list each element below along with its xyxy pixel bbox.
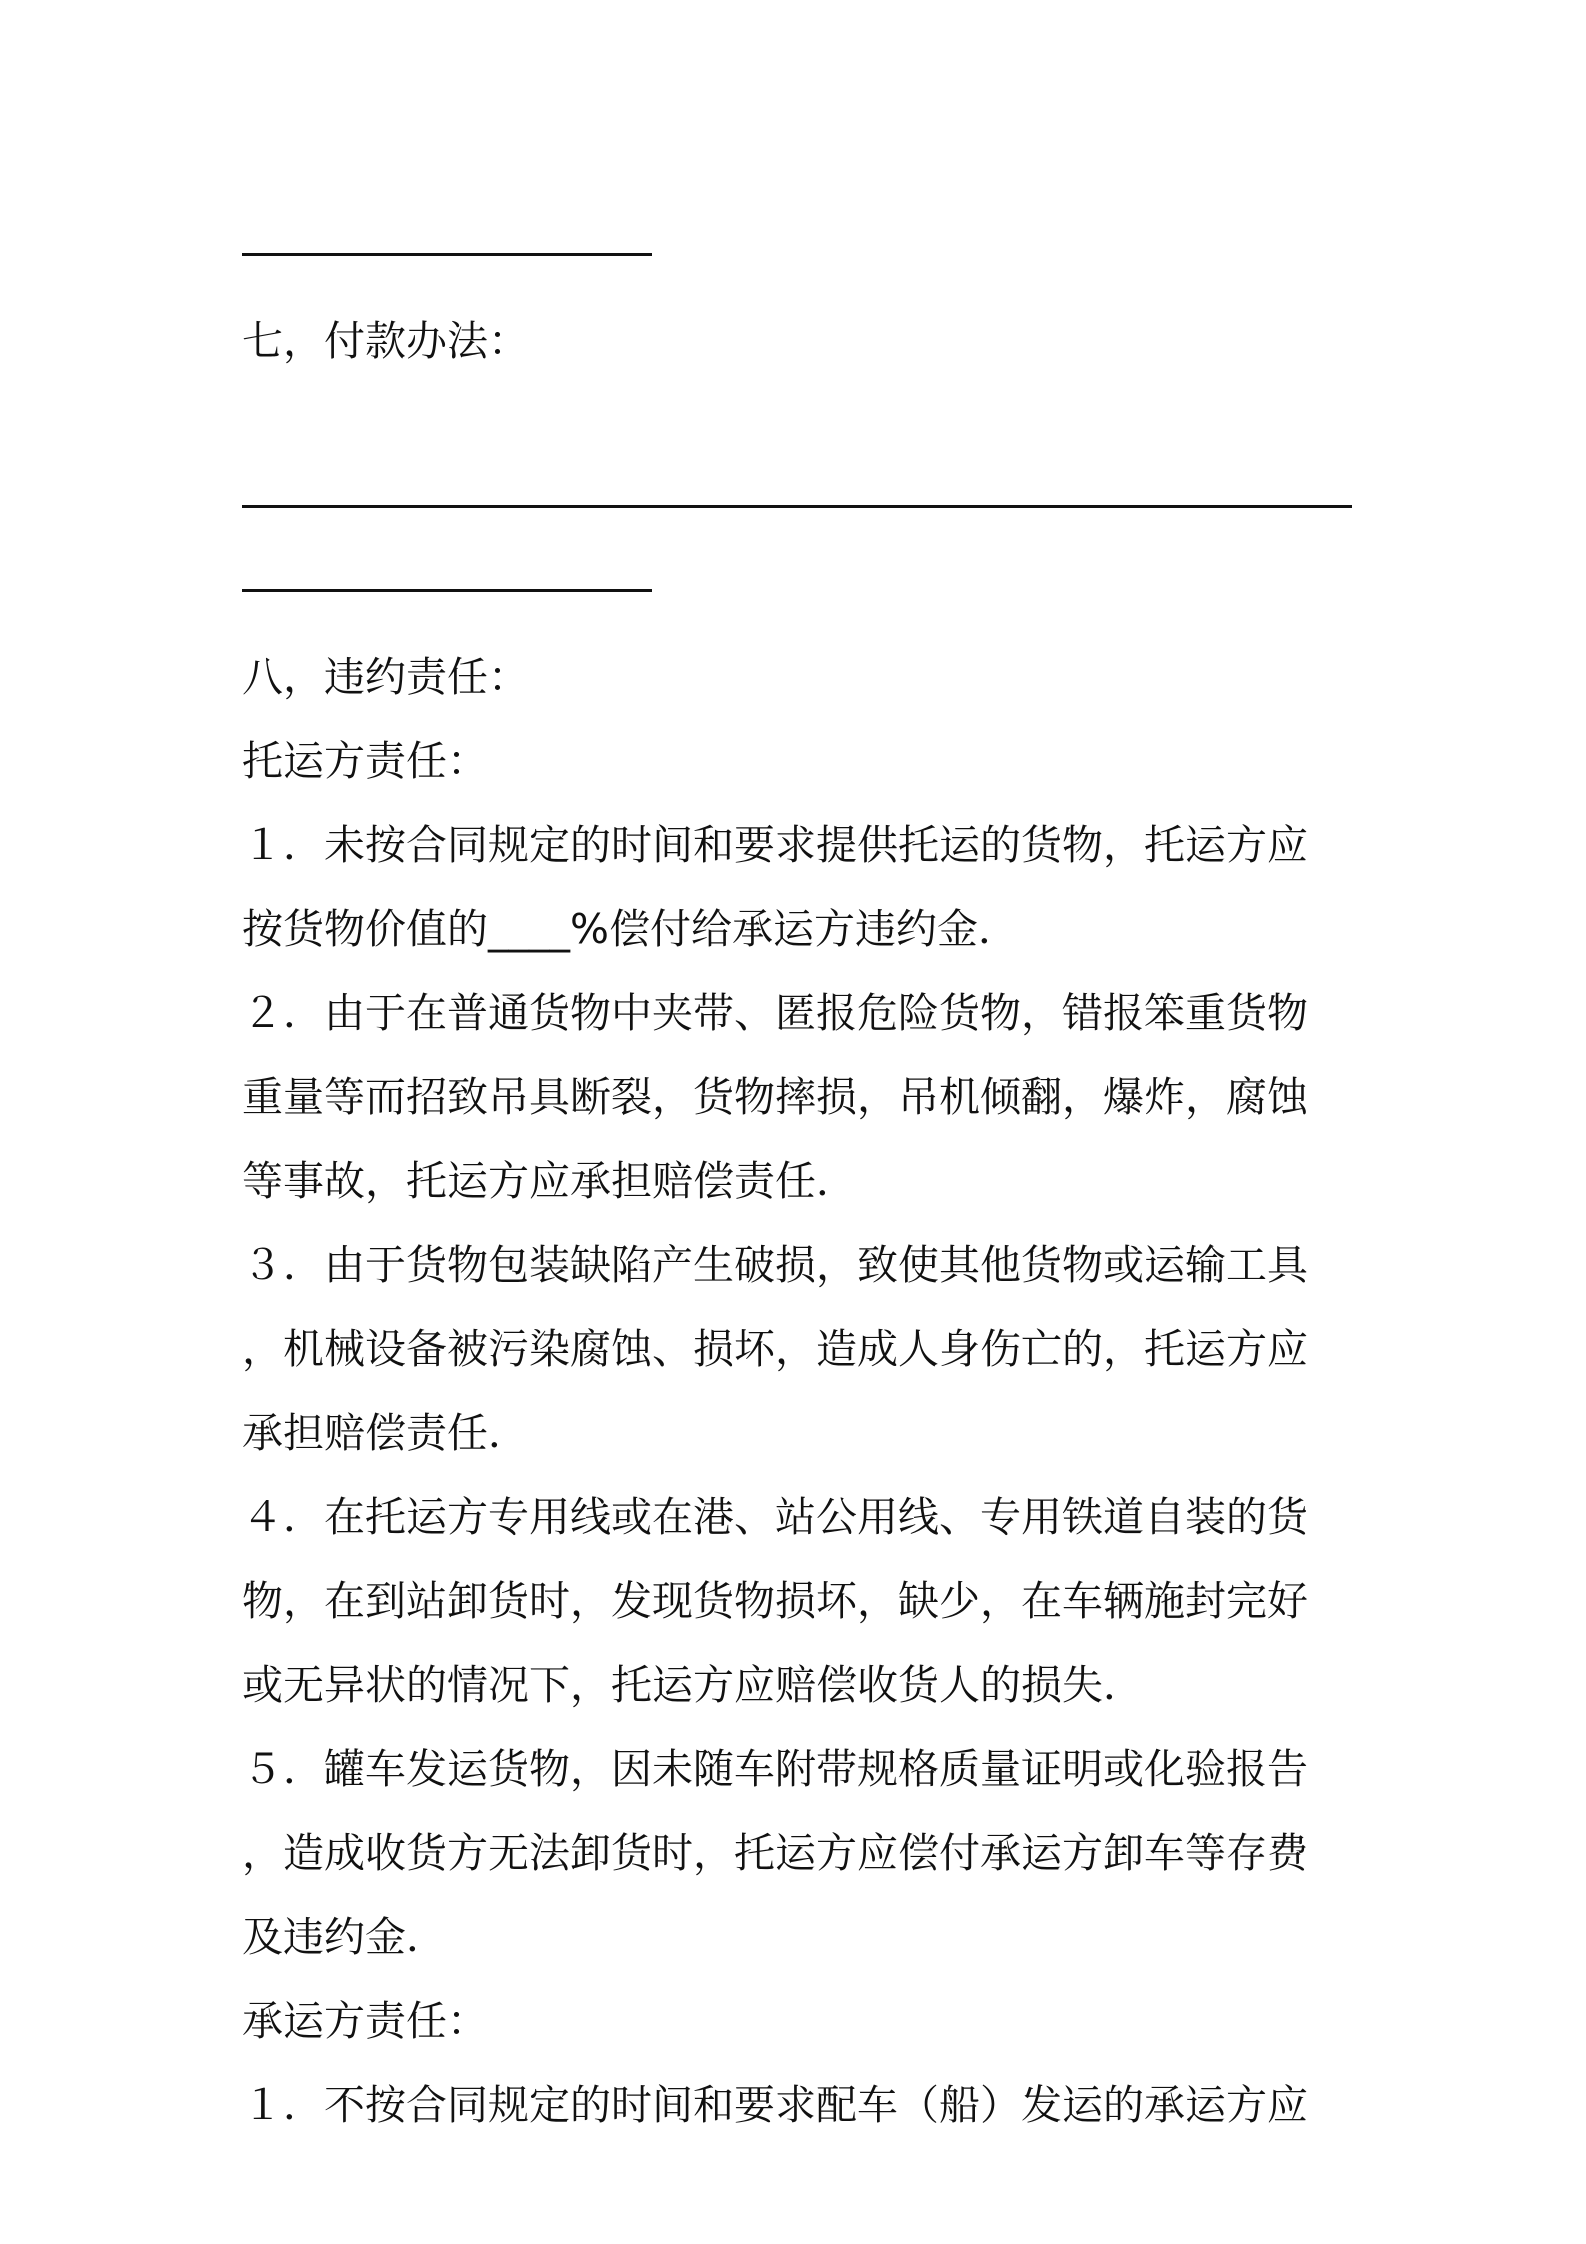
section-8-heading: 八，违约责任： [242, 653, 529, 701]
carrier-item-1-line-1: １．不按合同规定的时间和要求配车（船）发运的承运方应 [242, 2081, 1308, 2129]
shipper-item-5-line-3: 及违约金． [242, 1913, 447, 1961]
shipper-item-5-line-1: ５．罐车发运货物，因未随车附带规格质量证明或化验报告 [242, 1745, 1308, 1793]
blank-fill-line [242, 215, 1357, 299]
shipper-responsibility-heading: 托运方责任： [242, 737, 488, 785]
shipper-item-2-line-3: 等事故，托运方应承担赔偿责任． [242, 1157, 857, 1205]
shipper-item-5-line-2: ，造成收货方无法卸货时，托运方应偿付承运方卸车等存费 [242, 1829, 1308, 1877]
shipper-item-3-line-2: ，机械设备被污染腐蚀、损坏，造成人身伤亡的，托运方应 [242, 1325, 1308, 1373]
section-7-heading: 七，付款办法： [242, 317, 529, 365]
shipper-item-4-line-1: ４．在托运方专用线或在港、站公用线、专用铁道自装的货 [242, 1493, 1308, 1541]
shipper-item-2-line-2: 重量等而招致吊具断裂，货物摔损，吊机倾翻，爆炸，腐蚀 [242, 1073, 1308, 1121]
shipper-item-3-line-3: 承担赔偿责任． [242, 1409, 529, 1457]
shipper-item-4-line-2: 物，在到站卸货时，发现货物损坏，缺少，在车辆施封完好 [242, 1577, 1308, 1625]
shipper-item-3-line-1: ３．由于货物包装缺陷产生破损，致使其他货物或运输工具 [242, 1241, 1308, 1289]
blank-fill-line [242, 467, 1357, 551]
shipper-item-2-line-1: ２．由于在普通货物中夹带、匿报危险货物，错报笨重货物 [242, 989, 1308, 1037]
spacer [242, 383, 1357, 467]
carrier-responsibility-heading: 承运方责任： [242, 1997, 488, 2045]
shipper-item-1-line-1: １．未按合同规定的时间和要求提供托运的货物，托运方应 [242, 821, 1308, 869]
blank-fill-line [242, 551, 1357, 635]
document-body [242, 215, 1357, 2147]
shipper-item-4-line-3: 或无异状的情况下，托运方应赔偿收货人的损失． [242, 1661, 1144, 1709]
shipper-item-1-line-2: 按货物价值的____%偿付给承运方违约金． [242, 905, 1019, 953]
